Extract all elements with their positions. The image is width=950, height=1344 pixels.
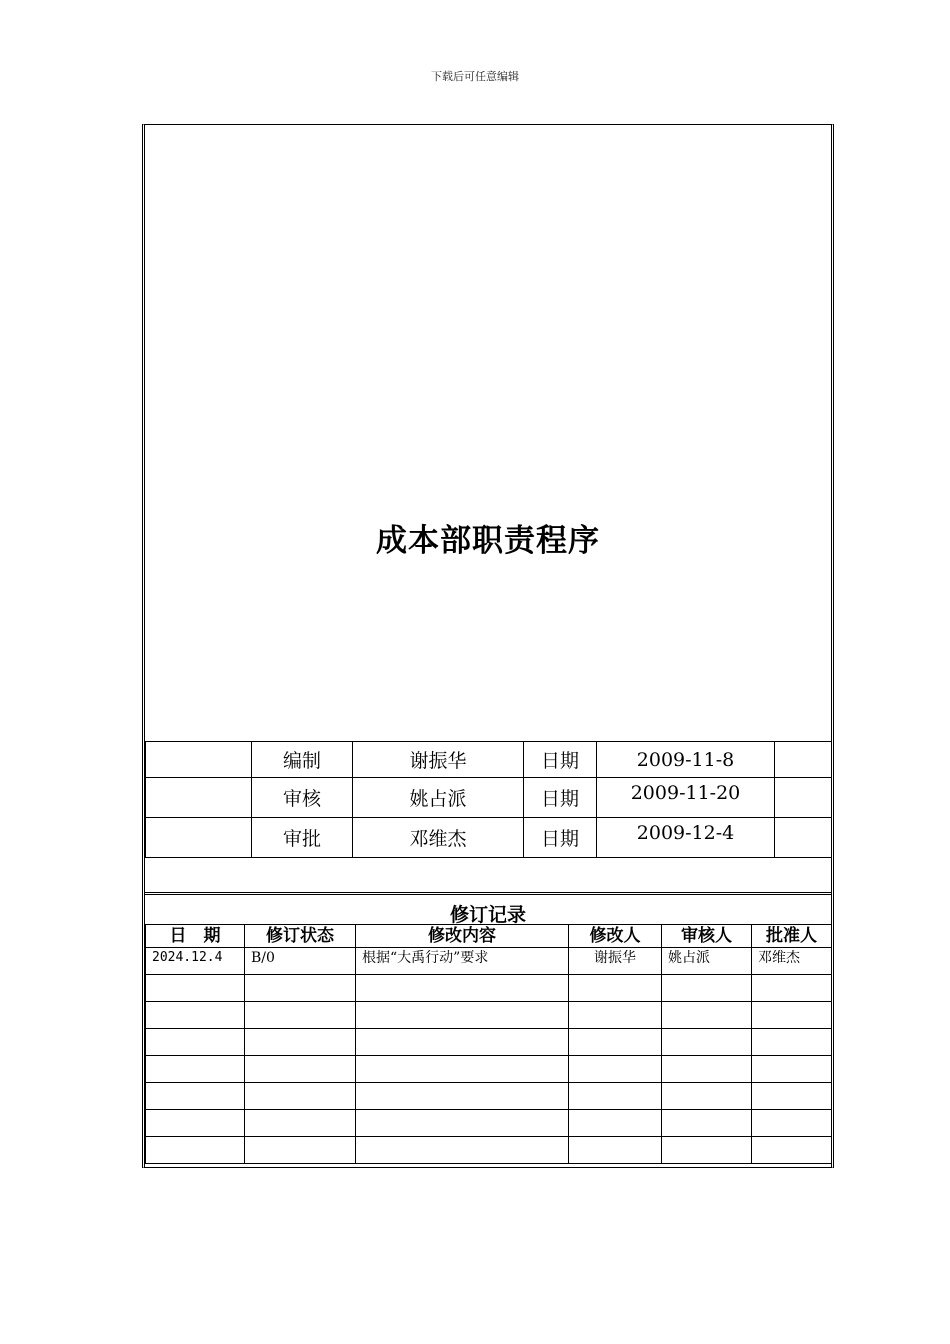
revision-header-row — [146, 925, 832, 948]
approval-role: 审批 — [252, 818, 353, 858]
revision-header-status: 修订状态 — [245, 925, 356, 948]
approval-blank-cell — [775, 778, 832, 818]
approval-role: 审核 — [252, 778, 353, 818]
approval-date: 2009-12-4 — [597, 818, 775, 858]
revision-row — [146, 1110, 832, 1137]
revision-content-cell — [356, 1029, 569, 1056]
document-title: 成本部职责程序 — [376, 523, 600, 559]
revision-row — [146, 1137, 832, 1164]
revision-modifier-cell: 谢振华 — [569, 948, 662, 975]
revision-modifier-cell — [569, 975, 662, 1002]
document-frame — [142, 124, 834, 1168]
revision-modifier-cell — [569, 1110, 662, 1137]
revision-header-date: 日 期 — [146, 925, 245, 948]
approval-row — [146, 778, 832, 818]
revision-header-reviewer: 审核人 — [662, 925, 752, 948]
revision-modifier-cell — [569, 1056, 662, 1083]
revision-date-cell — [146, 1137, 245, 1164]
revision-approver-cell — [752, 1110, 832, 1137]
revision-reviewer-cell — [662, 1110, 752, 1137]
revision-status-cell — [245, 1056, 356, 1083]
revision-approver-cell: 邓维杰 — [752, 948, 832, 975]
revision-content-cell — [356, 975, 569, 1002]
approval-blank-cell — [775, 742, 832, 778]
revision-date-cell — [146, 975, 245, 1002]
revision-status-cell: B/0 — [245, 948, 356, 975]
revision-reviewer-cell — [662, 975, 752, 1002]
revision-status-cell — [245, 1110, 356, 1137]
revision-reviewer-cell — [662, 1002, 752, 1029]
revision-header-modifier: 修改人 — [569, 925, 662, 948]
revision-body — [146, 948, 832, 1164]
approval-date-label: 日期 — [524, 818, 597, 858]
revision-header-content: 修改内容 — [356, 925, 569, 948]
revision-reviewer-cell: 姚占派 — [662, 948, 752, 975]
revision-status-cell — [245, 1083, 356, 1110]
revision-status-cell — [245, 1029, 356, 1056]
revision-approver-cell — [752, 1083, 832, 1110]
header-note: 下载后可任意编辑 — [431, 70, 519, 83]
approval-table — [145, 741, 832, 858]
revision-date-cell — [146, 1056, 245, 1083]
approval-name: 谢振华 — [353, 742, 524, 778]
revision-approver-cell — [752, 1056, 832, 1083]
revision-reviewer-cell — [662, 1137, 752, 1164]
revision-content-cell — [356, 1110, 569, 1137]
approval-blank-cell — [146, 778, 252, 818]
revision-reviewer-cell — [662, 1083, 752, 1110]
revision-approver-cell — [752, 1137, 832, 1164]
revision-status-cell — [245, 1002, 356, 1029]
revision-row — [146, 1056, 832, 1083]
revision-date-cell — [146, 1110, 245, 1137]
approval-name: 姚占派 — [353, 778, 524, 818]
revision-date-cell — [146, 1029, 245, 1056]
approval-blank-cell — [146, 742, 252, 778]
revision-table — [145, 924, 832, 1164]
revision-content-cell — [356, 1137, 569, 1164]
approval-row — [146, 742, 832, 778]
revision-modifier-cell — [569, 1029, 662, 1056]
revision-title: 修订记录 — [449, 904, 526, 926]
revision-modifier-cell — [569, 1137, 662, 1164]
revision-row — [146, 948, 832, 975]
revision-date-cell — [146, 1002, 245, 1029]
revision-row — [146, 975, 832, 1002]
approval-date-label: 日期 — [524, 742, 597, 778]
approval-name: 邓维杰 — [353, 818, 524, 858]
revision-status-cell — [245, 975, 356, 1002]
approval-spacer-row — [145, 852, 831, 895]
revision-header-approver: 批准人 — [752, 925, 832, 948]
revision-content-cell — [356, 1002, 569, 1029]
revision-modifier-cell — [569, 1002, 662, 1029]
revision-content-cell: 根据“大禹行动”要求 — [356, 948, 569, 975]
revision-row — [146, 1029, 832, 1056]
approval-date-label: 日期 — [524, 778, 597, 818]
revision-date-cell — [146, 1083, 245, 1110]
revision-reviewer-cell — [662, 1056, 752, 1083]
approval-role: 编制 — [252, 742, 353, 778]
revision-reviewer-cell — [662, 1029, 752, 1056]
revision-content-cell — [356, 1056, 569, 1083]
revision-modifier-cell — [569, 1083, 662, 1110]
revision-row — [146, 1083, 832, 1110]
revision-row — [146, 1002, 832, 1029]
approval-date: 2009-11-20 — [597, 778, 775, 818]
revision-approver-cell — [752, 1002, 832, 1029]
revision-date-cell: 2024.12.4 — [146, 948, 245, 975]
revision-status-cell — [245, 1137, 356, 1164]
revision-approver-cell — [752, 1029, 832, 1056]
revision-approver-cell — [752, 975, 832, 1002]
revision-content-cell — [356, 1083, 569, 1110]
approval-date: 2009-11-8 — [597, 742, 775, 778]
